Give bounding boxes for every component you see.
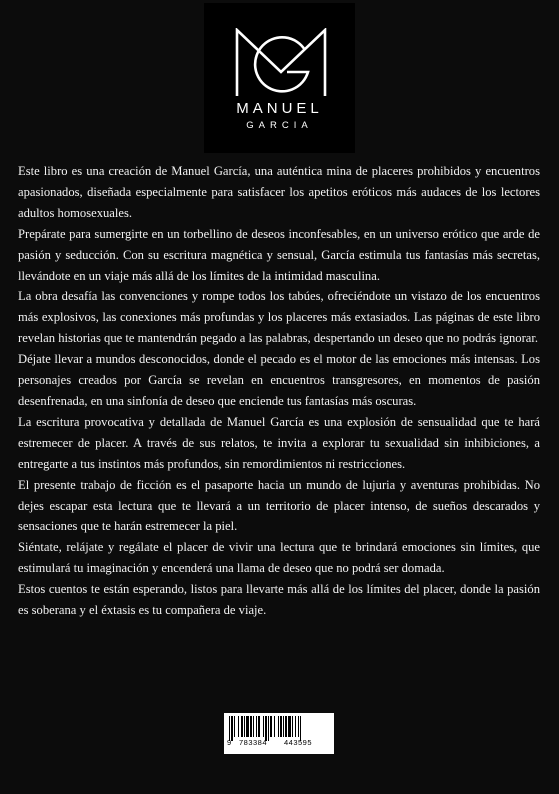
paragraph: Déjate llevar a mundos desconocidos, donde el pecado es el motor de las emociones más intensas. Los personajes creados por García se revelan en encuentros transgresores, en momentos de pasión desenfrenada, en una sinfonía de deseo que enciende tus fantasías más oscuras.: [18, 352, 540, 408]
paragraph: La obra desafía las convenciones y rompe todos los tabúes, ofreciéndote un vistazo de los encuentros más explosivos, las conexiones más profundas y los placeres más extasiados. Las páginas de este libro revelan historias que te mantendrán pegado a las palabras, despertando un deseo que no podrás ignorar.: [18, 289, 540, 346]
isbn-barcode: [224, 713, 334, 754]
paragraph: Siéntate, relájate y regálate el placer de vivir una lectura que te brindará emociones sin límites, que estimulará tu imaginación y encenderá una llama de deseo que no podrá ser domada.: [18, 540, 540, 576]
paragraph: Este libro es una creación de Manuel García, una auténtica mina de placeres prohibidos y encuentros apasionados, diseñada especialmente para satisfacer los apetitos eróticos más audaces de los lectores adultos homosexuales.: [18, 164, 540, 220]
paragraph: Prepárate para sumergirte en un torbellino de deseos inconfesables, en un universo erótico que arde de pasión y seducción. Con su escritura magnética y sensual, García estimula tus fantasías más secretas, llevándote en un viaje más allá de los límites de la intimidad masculina.: [18, 226, 540, 283]
back-cover-blurb: [18, 161, 540, 621]
barcode-digit-first: 9: [227, 738, 232, 747]
logo-author-surname: GARCIA: [246, 120, 313, 131]
barcode-group-right: 443595: [284, 738, 313, 747]
paragraph: La escritura provocativa y detallada de Manuel García es una explosión de sensualidad que te hará estremecer de placer. A través de sus relatos, te invita a explorar tu sexualidad sin inhibiciones, a entregarte a tus instintos más profundos, sin remordimientos ni restricciones.: [18, 414, 540, 471]
paragraph: Estos cuentos te están esperando, listos para llevarte más allá de los límites del placer, donde la pasión es soberana y el éxtasis es tu compañera de viaje.: [18, 582, 540, 618]
paragraph: El presente trabajo de ficción es el pasaporte hacia un mundo de lujuria y aventuras prohibidas. No dejes escapar esta lectura que te llevará a un territorio de placer intenso, de sueños descarados y sensaciones que te harán estremecer la piel.: [18, 477, 540, 534]
mg-monogram-icon: [235, 28, 327, 98]
author-logo: [204, 3, 355, 153]
barcode-group-left: 783384: [239, 738, 268, 747]
logo-author-name: MANUEL: [236, 100, 323, 117]
